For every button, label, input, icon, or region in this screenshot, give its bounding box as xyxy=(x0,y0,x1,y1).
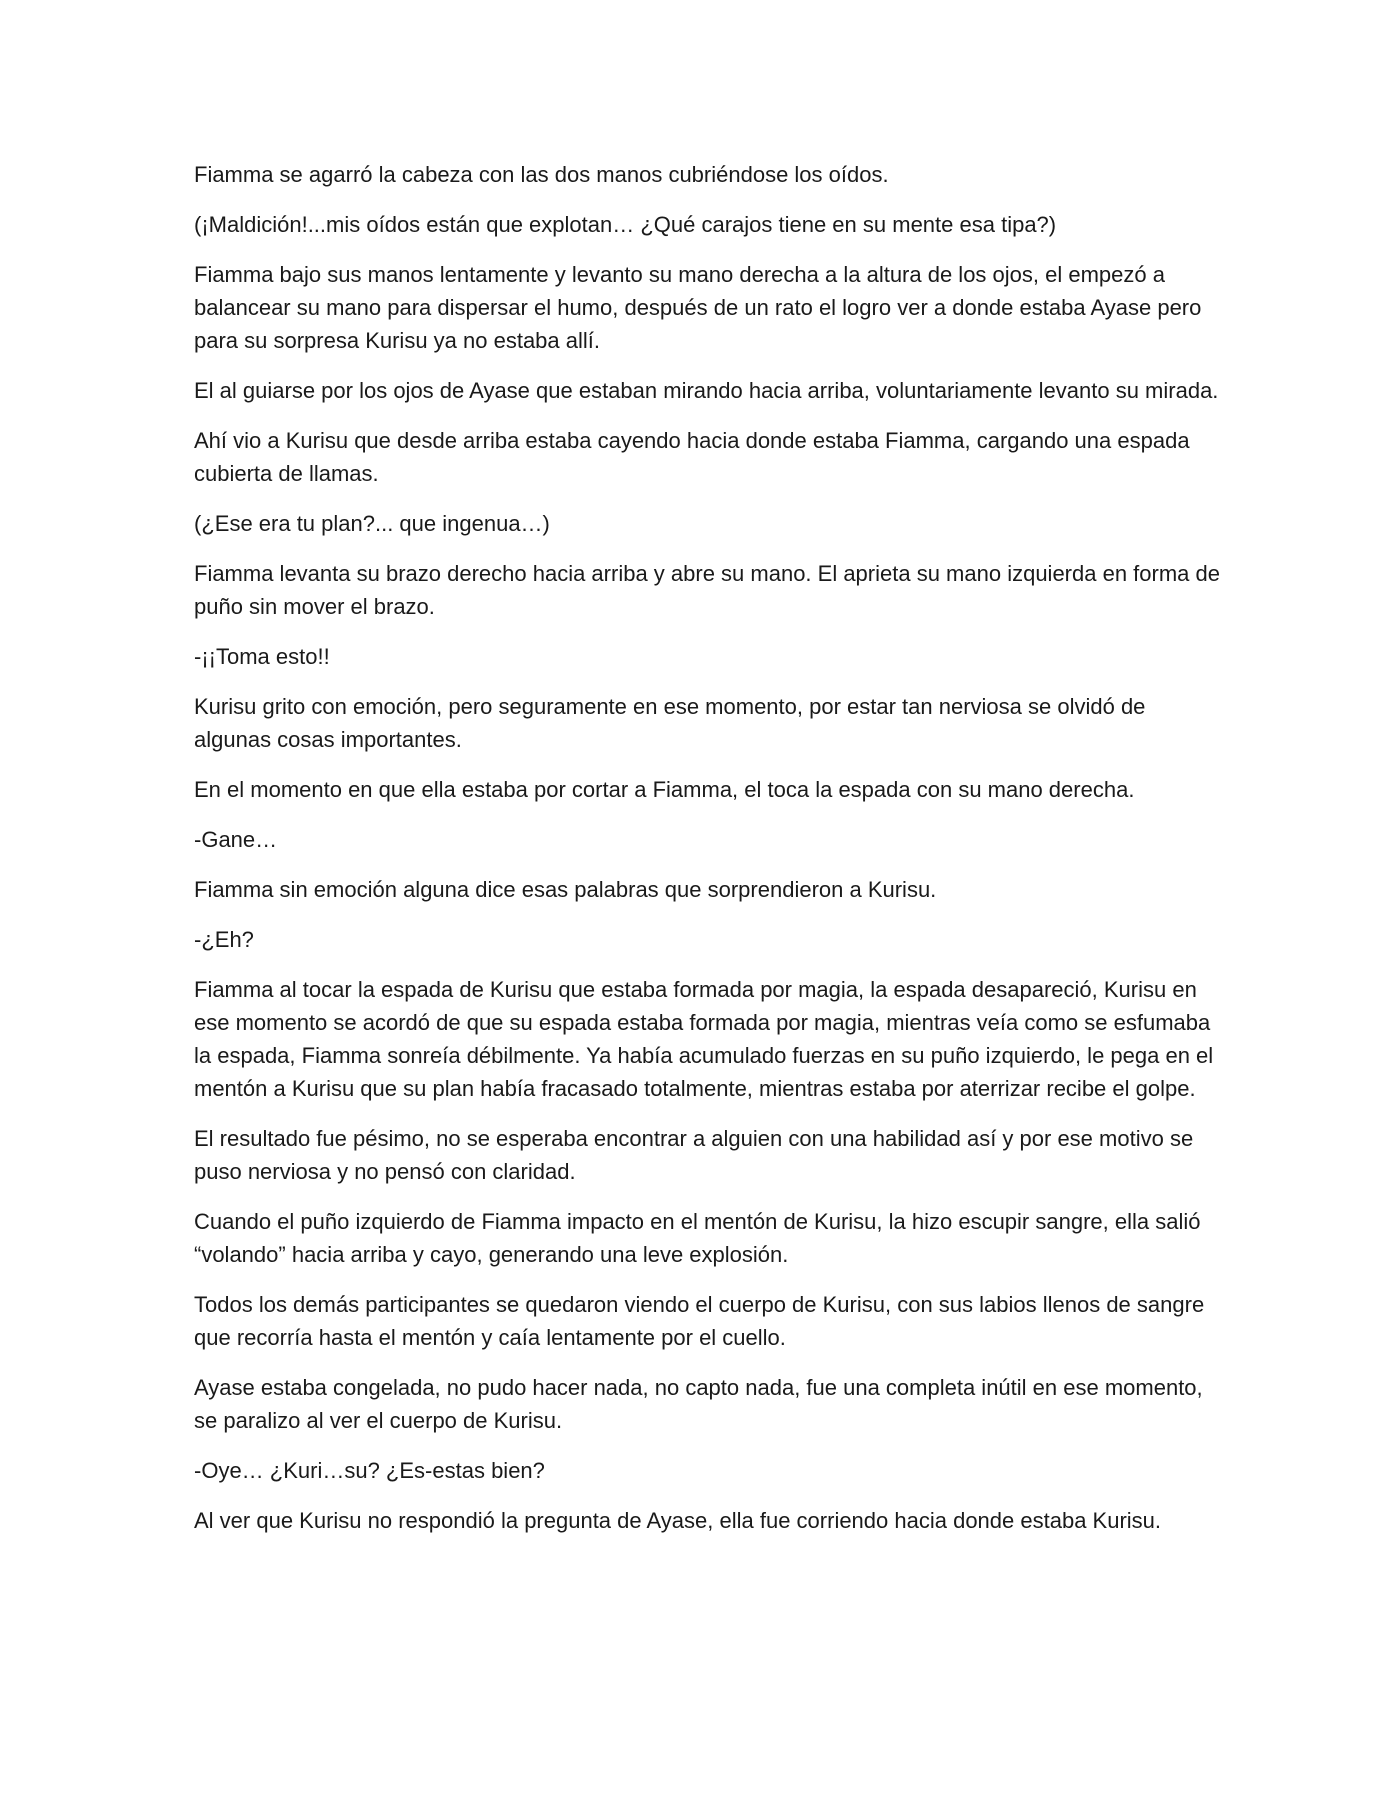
paragraph: -Oye… ¿Kuri…su? ¿Es-estas bien? xyxy=(194,1458,545,1483)
paragraph: Ahí vio a Kurisu que desde arriba estaba cayendo hacia donde estaba Fiamma, cargando una espada cubierta de llamas. xyxy=(194,428,1190,486)
paragraph: Todos los demás participantes se quedaron viendo el cuerpo de Kurisu, con sus labios llenos de sangre que recorría hasta el mentón y caía lentamente por el cuello. xyxy=(194,1292,1205,1350)
paragraph: -¡¡Toma esto!! xyxy=(194,644,330,669)
paragraph: El al guiarse por los ojos de Ayase que estaban mirando hacia arriba, voluntariamente levanto su mirada. xyxy=(194,378,1219,403)
body-text xyxy=(194,158,1224,1554)
paragraph: (¿Ese era tu plan?... que ingenua…) xyxy=(194,511,550,536)
paragraph: -¿Eh? xyxy=(194,927,254,952)
paragraph: Cuando el puño izquierdo de Fiamma impacto en el mentón de Kurisu, la hizo escupir sangre, ella salió “volando” hacia arriba y cayo, generando una leve explosión. xyxy=(194,1209,1201,1267)
paragraph: Fiamma sin emoción alguna dice esas palabras que sorprendieron a Kurisu. xyxy=(194,877,937,902)
paragraph: El resultado fue pésimo, no se esperaba encontrar a alguien con una habilidad así y por ese motivo se puso nerviosa y no pensó con claridad. xyxy=(194,1126,1194,1184)
paragraph: -Gane… xyxy=(194,827,278,852)
paragraph: En el momento en que ella estaba por cortar a Fiamma, el toca la espada con su mano derecha. xyxy=(194,777,1135,802)
paragraph: Kurisu grito con emoción, pero seguramente en ese momento, por estar tan nerviosa se olvidó de algunas cosas importantes. xyxy=(194,694,1146,752)
paragraph: Al ver que Kurisu no respondió la pregunta de Ayase, ella fue corriendo hacia donde estaba Kurisu. xyxy=(194,1508,1162,1533)
paragraph: Fiamma bajo sus manos lentamente y levanto su mano derecha a la altura de los ojos, el empezó a balancear su mano para dispersar el humo, después de un rato el logro ver a donde estaba Ayase pero para su sorpresa Kurisu ya no estaba allí. xyxy=(194,262,1202,353)
paragraph: (¡Maldición!...mis oídos están que explotan… ¿Qué carajos tiene en su mente esa tipa?) xyxy=(194,212,1057,237)
paragraph: Fiamma al tocar la espada de Kurisu que estaba formada por magia, la espada desapareció, Kurisu en ese momento se acordó de que su espada estaba formada por magia, mientras veía como se esfumaba la espada, Fiamma sonreía débilmente. Ya había acumulado fuerzas en su puño izquierdo, le pega en el mentón a Kurisu que su plan había fracasado totalmente, mientras estaba por aterrizar recibe el golpe. xyxy=(194,977,1214,1101)
paragraph: Ayase estaba congelada, no pudo hacer nada, no capto nada, fue una completa inútil en ese momento, se paralizo al ver el cuerpo de Kurisu. xyxy=(194,1375,1203,1433)
paragraph: Fiamma se agarró la cabeza con las dos manos cubriéndose los oídos. xyxy=(194,162,889,187)
paragraph: Fiamma levanta su brazo derecho hacia arriba y abre su mano. El aprieta su mano izquierda en forma de puño sin mover el brazo. xyxy=(194,561,1220,619)
